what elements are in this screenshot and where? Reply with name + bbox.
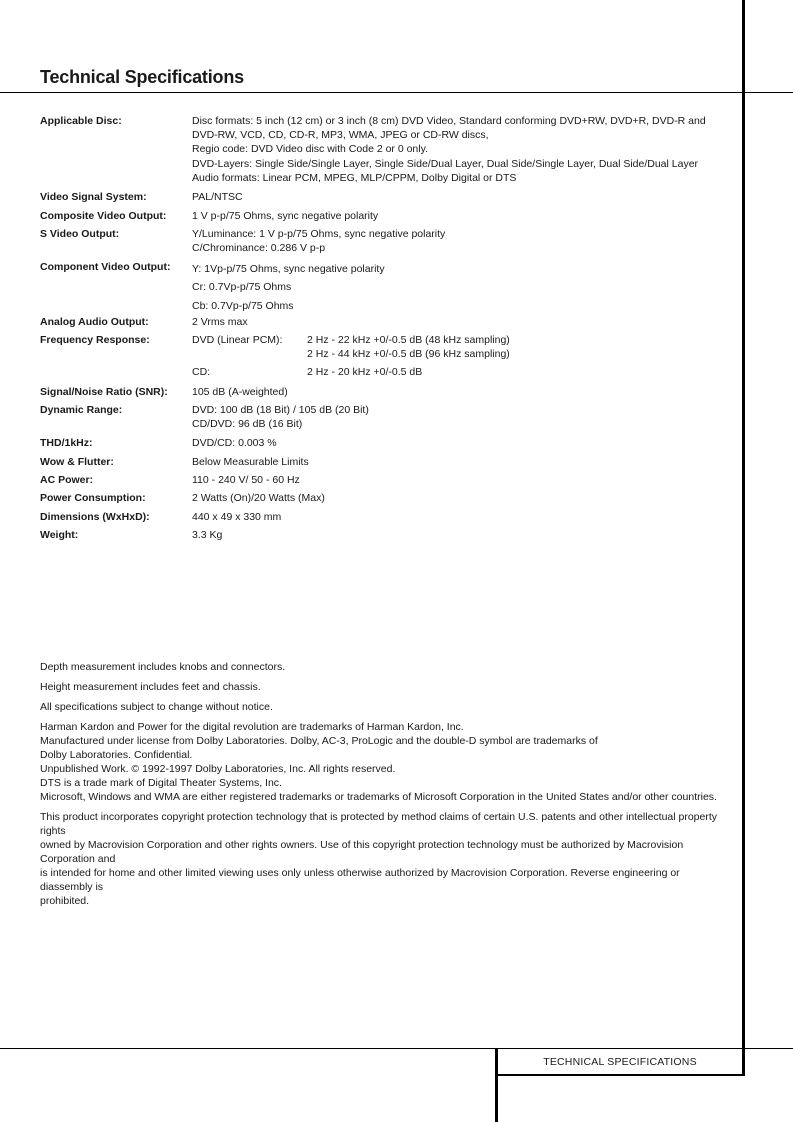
trademark-line: Manufactured under license from Dolby Laboratories. Dolby, AC-3, ProLogic and the double-D symbol are trademarks of — [40, 735, 598, 747]
trademark-line: Harman Kardon and Power for the digital revolution are trademarks of Harman Kardon, Inc. — [40, 721, 464, 733]
spec-row-ac-power — [40, 473, 730, 491]
spec-row-dynamic-range — [40, 403, 730, 436]
spec-label: Video Signal System: — [40, 191, 147, 203]
spec-value: DVD/CD: 0.003 % — [192, 437, 277, 449]
footer-rule — [0, 1048, 793, 1049]
spec-value-line: Audio formats: Linear PCM, MPEG, MLP/CPPM, Dolby Digital or DTS — [192, 171, 517, 184]
spec-label: THD/1kHz: — [40, 437, 93, 449]
spec-value: 1 V p-p/75 Ohms, sync negative polarity — [192, 210, 379, 222]
spec-value-line: C/Chrominance: 0.286 V p-p — [192, 242, 326, 255]
spec-row-thd — [40, 436, 730, 455]
spec-label: S Video Output: — [40, 228, 120, 240]
spec-label: Composite Video Output: — [40, 210, 167, 222]
spec-row-wow-flutter — [40, 455, 730, 473]
freq-source-label: CD: — [192, 366, 211, 379]
freq-range: 2 Hz - 22 kHz +0/-0.5 dB (48 kHz sampling) — [307, 334, 510, 346]
freq-range: 2 Hz - 44 kHz +0/-0.5 dB (96 kHz sampling) — [307, 348, 510, 361]
title-underline-rule — [0, 92, 793, 93]
spec-row-snr — [40, 385, 730, 403]
spec-label: Wow & Flutter: — [40, 456, 114, 468]
freq-line — [192, 347, 730, 361]
spec-row-component-video — [40, 260, 730, 315]
spec-row-power-consumption — [40, 491, 730, 510]
spec-row-frequency-response — [40, 333, 730, 385]
copy-protection-notice — [40, 810, 730, 908]
spec-row-weight — [40, 528, 730, 546]
spec-value: 2 Watts (On)/20 Watts (Max) — [192, 492, 325, 504]
trademark-line: Microsoft, Windows and WMA are either registered trademarks or trademarks of Microsoft Corporation in the United States and/or other countries. — [40, 791, 717, 803]
spec-value-line: Disc formats: 5 inch (12 cm) or 3 inch (8 cm) DVD Video, Standard conforming DVD+RW, DVD+R, DVD-R and — [192, 115, 706, 127]
spec-value-line: Regio code: DVD Video disc with Code 2 or 0 only. — [192, 143, 428, 156]
notes-section — [40, 660, 730, 908]
spec-value: Below Measurable Limits — [192, 456, 309, 468]
note-depth: Depth measurement includes knobs and connectors. — [40, 661, 286, 673]
spec-value: 105 dB (A-weighted) — [192, 386, 288, 398]
spec-row-composite-video — [40, 209, 730, 227]
spec-label: Weight: — [40, 529, 79, 541]
page-title: Technical Specifications — [40, 67, 244, 87]
spec-value: 3.3 Kg — [192, 529, 223, 541]
spec-value-line: CD/DVD: 96 dB (16 Bit) — [192, 418, 303, 431]
spec-value — [192, 403, 730, 431]
spec-value — [192, 260, 730, 315]
spec-label: Dimensions (WxHxD): — [40, 511, 150, 523]
copy-protection-line: owned by Macrovision Corporation and other rights owners. Use of this copyright protection technology must be authorized by Macrovision Corporation and — [40, 839, 684, 865]
spec-value-line: Cb: 0.7Vp-p/75 Ohms — [192, 299, 294, 312]
footer-box-bottom-rule — [495, 1074, 745, 1076]
spec-value-line: DVD: 100 dB (18 Bit) / 105 dB (20 Bit) — [192, 404, 369, 416]
spec-row-s-video — [40, 227, 730, 260]
footer-section-label: TECHNICAL SPECIFICATIONS — [543, 1056, 697, 1068]
spec-value-line: Y/Luminance: 1 V p-p/75 Ohms, sync negative polarity — [192, 228, 446, 240]
spec-value-line: DVD-Layers: Single Side/Single Layer, Single Side/Dual Layer, Dual Side/Single Layer, Dual Side/Dual Layer — [192, 157, 699, 170]
spec-row-dimensions — [40, 510, 730, 528]
spec-label: Frequency Response: — [40, 334, 150, 346]
freq-line — [192, 333, 730, 347]
spec-label: Applicable Disc: — [40, 115, 122, 127]
freq-source-label: DVD (Linear PCM): — [192, 334, 283, 346]
freq-range: 2 Hz - 20 kHz +0/-0.5 dB — [307, 366, 423, 379]
note-height: Height measurement includes feet and chassis. — [40, 681, 261, 693]
spec-row-applicable-disc — [40, 114, 730, 190]
copy-protection-line: This product incorporates copyright protection technology that is protected by method claims of certain U.S. patents and other intellectual property rights — [40, 811, 718, 837]
spec-value: PAL/NTSC — [192, 191, 243, 203]
spec-table — [40, 114, 730, 546]
spec-label: AC Power: — [40, 474, 94, 486]
trademark-line: Unpublished Work. © 1992-1997 Dolby Laboratories, Inc. All rights reserved. — [40, 763, 396, 775]
copy-protection-line: is intended for home and other limited viewing uses only unless otherwise authorized by Macrovision Corporation. Reverse engineering or diassembly is — [40, 867, 680, 893]
spec-row-analog-audio — [40, 315, 730, 333]
spec-label: Analog Audio Output: — [40, 316, 149, 328]
spec-value — [192, 227, 730, 255]
frequency-response-value — [192, 333, 730, 380]
right-margin-rule — [742, 0, 745, 1076]
copy-protection-line: prohibited. — [40, 895, 90, 907]
spec-value — [192, 114, 730, 185]
freq-source-spacer — [192, 347, 307, 361]
spec-value-line: DVD-RW, VCD, CD, CD-R, MP3, WMA, JPEG or CD-RW discs, — [192, 129, 489, 142]
trademark-notice — [40, 720, 730, 804]
spec-label: Dynamic Range: — [40, 404, 123, 416]
trademark-line: DTS is a trade mark of Digital Theater Systems, Inc. — [40, 777, 282, 789]
spec-row-video-signal-system — [40, 190, 730, 209]
trademark-line: Dolby Laboratories. Confidential. — [40, 749, 193, 761]
spec-value-line: Cr: 0.7Vp-p/75 Ohms — [192, 281, 292, 294]
note-change: All specifications subject to change without notice. — [40, 701, 273, 713]
spec-value: 440 x 49 x 330 mm — [192, 511, 282, 523]
spec-value: 2 Vrms max — [192, 316, 248, 328]
freq-line — [192, 365, 730, 379]
spec-label: Power Consumption: — [40, 492, 146, 504]
spec-value: 110 - 240 V/ 50 - 60 Hz — [192, 474, 300, 486]
spec-value-line: Y: 1Vp-p/75 Ohms, sync negative polarity — [192, 263, 385, 275]
spec-label: Signal/Noise Ratio (SNR): — [40, 386, 168, 398]
spec-label: Component Video Output: — [40, 261, 171, 273]
